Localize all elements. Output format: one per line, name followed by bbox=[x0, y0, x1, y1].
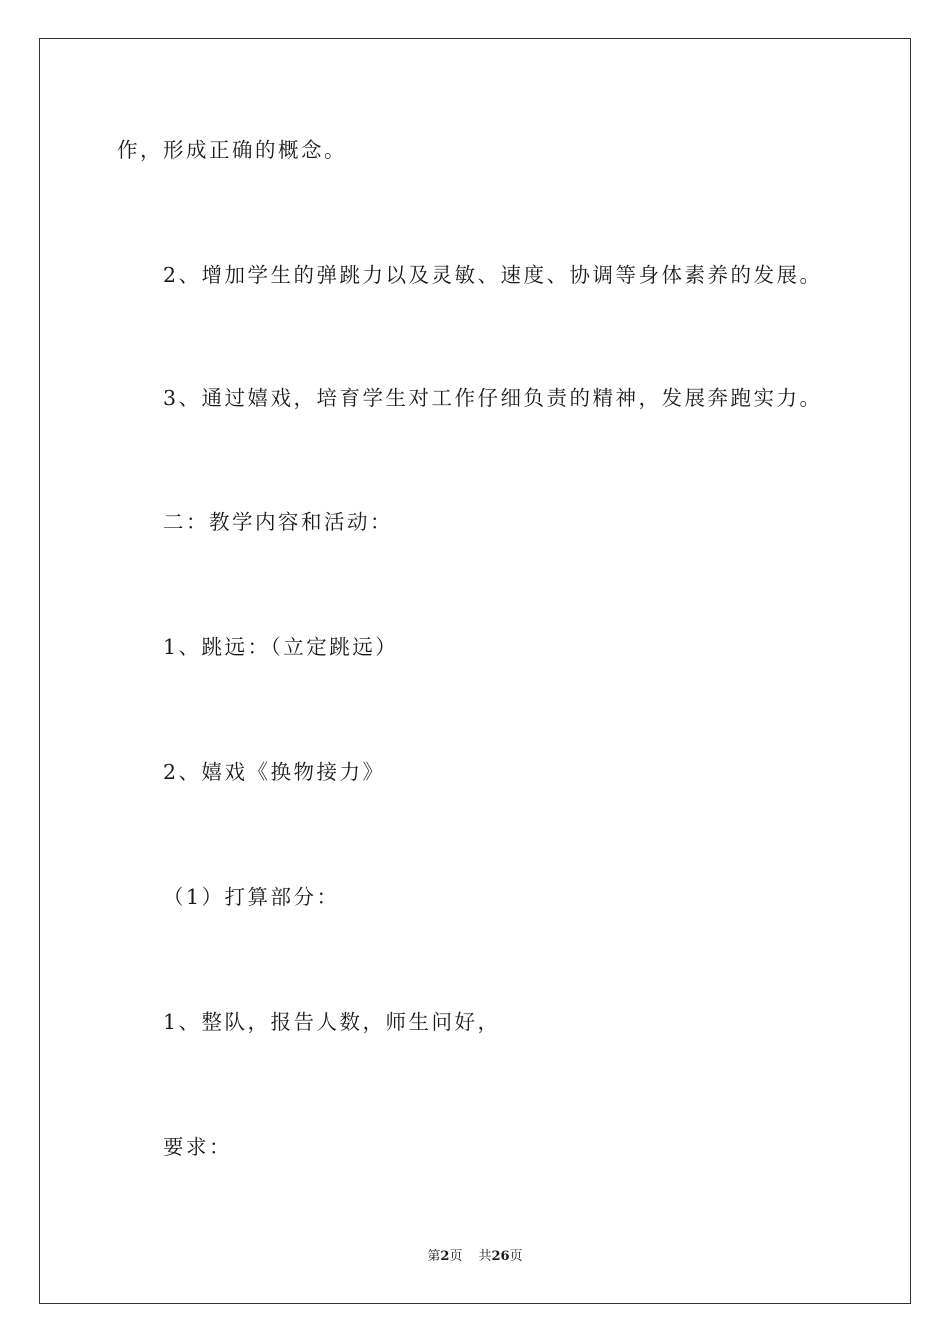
page-footer bbox=[0, 1248, 950, 1266]
paragraph-2: 2、增加学生的弹跳力以及灵敏、速度、协调等身体素养的发展。 bbox=[163, 263, 823, 287]
footer-page-suffix: 页 bbox=[449, 1249, 463, 1264]
paragraph-9: 要求： bbox=[163, 1135, 232, 1159]
paragraph-7: （1）打算部分： bbox=[163, 885, 340, 909]
paragraph-1: 作，形成正确的概念。 bbox=[117, 138, 347, 162]
section-heading: 二：教学内容和活动： bbox=[163, 510, 393, 534]
paragraph-3: 3、通过嬉戏，培育学生对工作仔细负责的精神，发展奔跑实力。 bbox=[163, 386, 823, 410]
page-border bbox=[39, 38, 911, 1304]
footer-total-pages: 26 bbox=[491, 1249, 510, 1264]
paragraph-6: 2、嬉戏《换物接力》 bbox=[163, 760, 386, 784]
paragraph-8: 1、整队，报告人数，师生问好， bbox=[163, 1010, 501, 1034]
footer-total-prefix: 共 bbox=[478, 1249, 492, 1264]
footer-page-prefix: 第 bbox=[427, 1249, 441, 1264]
footer-total-suffix: 页 bbox=[509, 1249, 523, 1264]
footer-page-number: 2 bbox=[440, 1249, 450, 1264]
paragraph-5: 1、跳远：（立定跳远） bbox=[163, 635, 399, 659]
